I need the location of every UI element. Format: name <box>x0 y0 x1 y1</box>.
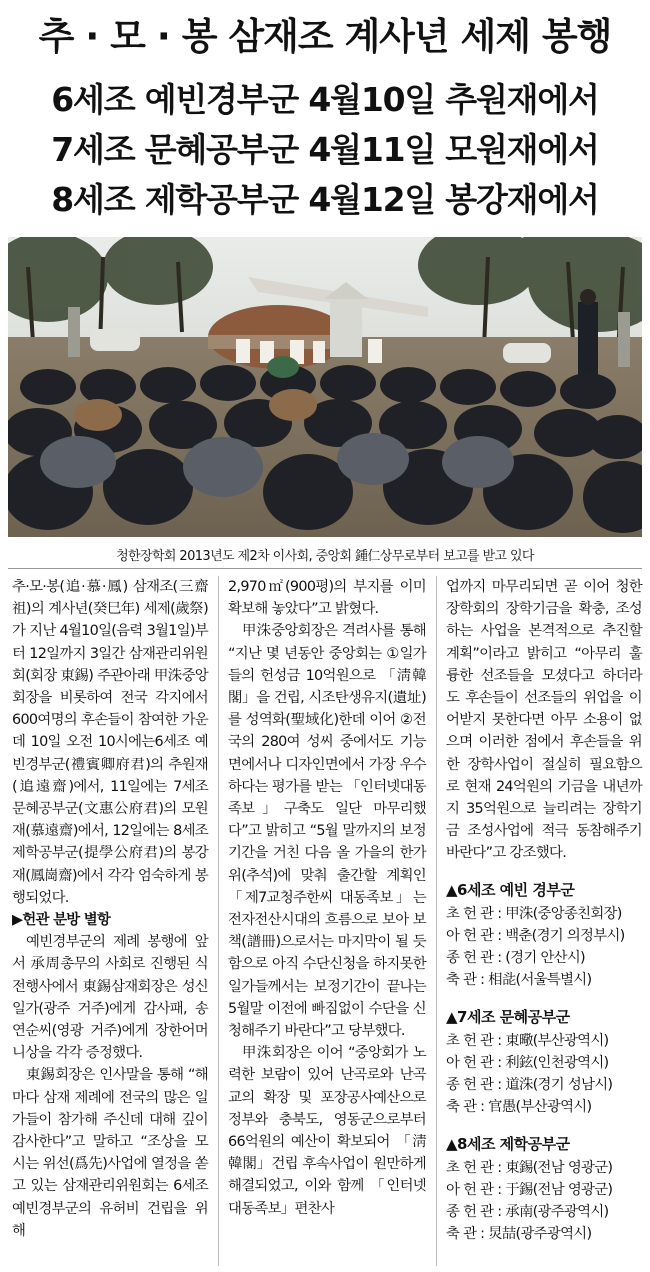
photo-caption: 청한장학회 2013년도 제2차 이사회, 중앙회 鍾仁상무로부터 보고를 받고 있다 <box>116 549 534 564</box>
officiant-row: 종 헌 관 : 道洙(경기 성남시) <box>446 1077 613 1094</box>
officiant-row: 종 헌 관 : (경기 안산시) <box>446 950 585 967</box>
officiant-row: 축 관 : 炅喆(광주광역시) <box>446 1226 592 1243</box>
col3-paragraph-1: 업까지 마무리되면 곧 이어 청한장학회의 장학기금을 확충, 조성하는 사업을 본격적으로 추진할 계획”이라고 밝히고 “아무리 훌륭한 선조들을 모셨다고 하더라도 후손들이 선조들의 위업을 이어받지 못한다면 아무 소용이 없으며 이러한 점에서 후손들을 위한 장학사업이 절실히 필요함으로 현재 24억원의 기금을 내년까지 35억원으로 늘리려는 장학기금 조성사업에 적극 동참해주기 바란다”고 강조했다. <box>446 579 642 862</box>
caption-divider <box>8 568 642 569</box>
subheadline-2: 7세조 문혜공부군 4월11일 모원재에서 <box>51 130 599 169</box>
subheadline-3: 8세조 제학공부군 4월12일 봉강재에서 <box>51 180 599 219</box>
officiant-row: 초 헌 관 : 東錫(전남 영광군) <box>446 1159 613 1176</box>
officiant-row: 아 헌 관 : 利鉉(인천광역시) <box>446 1055 609 1072</box>
officiant-row: 축 관 : 相㖍(서울특별시) <box>446 972 592 989</box>
officiant-row: 아 헌 관 : 백춘(경기 의정부시) <box>446 928 625 945</box>
group-title: ▲7세조 문혜공부군 <box>446 1007 570 1026</box>
subheadline-1: 6세조 예빈경부군 4월10일 추원재에서 <box>51 80 599 119</box>
officiant-row: 아 헌 관 : 于錫(전남 영광군) <box>446 1182 613 1199</box>
col1-subhead: ▶헌관 분방 별항 <box>12 912 111 929</box>
officiant-row: 종 헌 관 : 承南(광주광역시) <box>446 1204 609 1221</box>
officiants-group-6th <box>446 879 642 992</box>
officiant-row: 초 헌 관 : 甲洙(중앙종친회장) <box>446 905 622 922</box>
officiant-row: 축 관 : 官愚(부산광역시) <box>446 1099 592 1116</box>
column-divider-1 <box>218 576 219 1266</box>
ceremony-photo <box>8 237 642 537</box>
col1-paragraph-3: 東錫회장은 인사말을 통해 “해마다 삼재 제례에 전국의 많은 일가들이 참가해 주신데 대해 깊이 감사한다”고 말하고 “조상을 모시는 위선(爲先)사업에 열정을 쏟고 있는 삼재관리위원회는 6세조 예빈경부군의 유허비 건립을 위해 <box>12 1067 208 1239</box>
col1-paragraph-1: 추·모·봉(追·慕·鳳) 삼재조(三齋祖)의 계사년(癸巳年) 세제(歲祭)가 지난 4월10일(음력 3월1일)부터 12일까지 3일간 삼재관리위원회(회장 東錫) 주관아래 甲洙중앙회장을 비롯하여 전국 각지에서 600여명의 후손들이 참여한 가운데 10일 오전 10시에는6세조 예빈경부군(禮賓卿府君)의 추원재(追遠齋)에서, 11일에는 7세조 문혜공부군(文惠公府君)의 모원재(慕遠齋)에서, 12일에는 8세조 제학공부군(提學公府君)의 봉강재(鳳崗齋)에서 각각 엄숙하게 봉행되었다. <box>12 579 208 906</box>
col2-paragraph-3: 甲洙회장은 이어 “중앙회가 노력한 보람이 있어 난곡로와 난곡교의 확장 및 포장공사예산으로 정부와 충북도, 영동군으로부터 66억원의 예산이 확보되어 「淸韓閣」건립 후속사업이 원만하게 해결되었고, 이와 함께 「인터넷대동족보」편찬사 <box>228 1045 426 1217</box>
officiants-group-7th <box>446 1006 642 1119</box>
col2-paragraph-2: 甲洙중앙회장은 격려사를 통해 “지난 몇 년동안 중앙회는 ①일가들의 헌성금 10억원으로 「淸韓閣」을 건립, 시조탄생유지(遺址)를 성역화(聖域化)한데 이어 ②전국의 280여 성씨 중에서도 기능면에서나 디자인면에서 가장 우수하다는 평가를 받는 「인터넷대동족보」구축도 일단 마무리했다”고 밝히고 “5월 말까지의 보정기간을 거친 다음 올 가을의 한가위(추석)에 맞춰 출간할 계획인 「제7교청주한씨 대동족보」는 전자전산시대의 흐름으로 보아 보책(譜冊)으로서는 마지막이 될 듯 함으로 아직 수단신청을 하지못한 일가들께서는 보정기간이 끝나는 5월말 이전에 빠짐없이 수단을 신청해주기 바란다”고 당부했다. <box>228 623 426 1040</box>
officiants-group-8th <box>446 1133 642 1246</box>
group-title: ▲8세조 제학공부군 <box>446 1134 570 1153</box>
article-column-3 <box>446 576 642 1246</box>
officiant-row: 초 헌 관 : 東曔(부산광역시) <box>446 1032 609 1049</box>
column-divider-2 <box>436 576 437 1266</box>
headline: 추 · 모 · 봉 삼재조 계사년 세제 봉행 <box>38 15 612 58</box>
col2-paragraph-1: 2,970㎡(900평)의 부지를 이미 확보해 놓았다”고 밝혔다. <box>228 579 426 618</box>
article-column-1 <box>12 576 208 1242</box>
group-title: ▲6세조 예빈 경부군 <box>446 880 575 899</box>
col1-paragraph-2: 예빈경부군의 제례 봉행에 앞서 承周총무의 사회로 진행된 식전행사에서 東錫삼재회장은 성신일가(광주 거주)에게 감사패, 송연순씨(영광 거주)에게 장한어머니상을 각각 증정했다. <box>12 934 208 1062</box>
article-column-2 <box>228 576 426 1220</box>
